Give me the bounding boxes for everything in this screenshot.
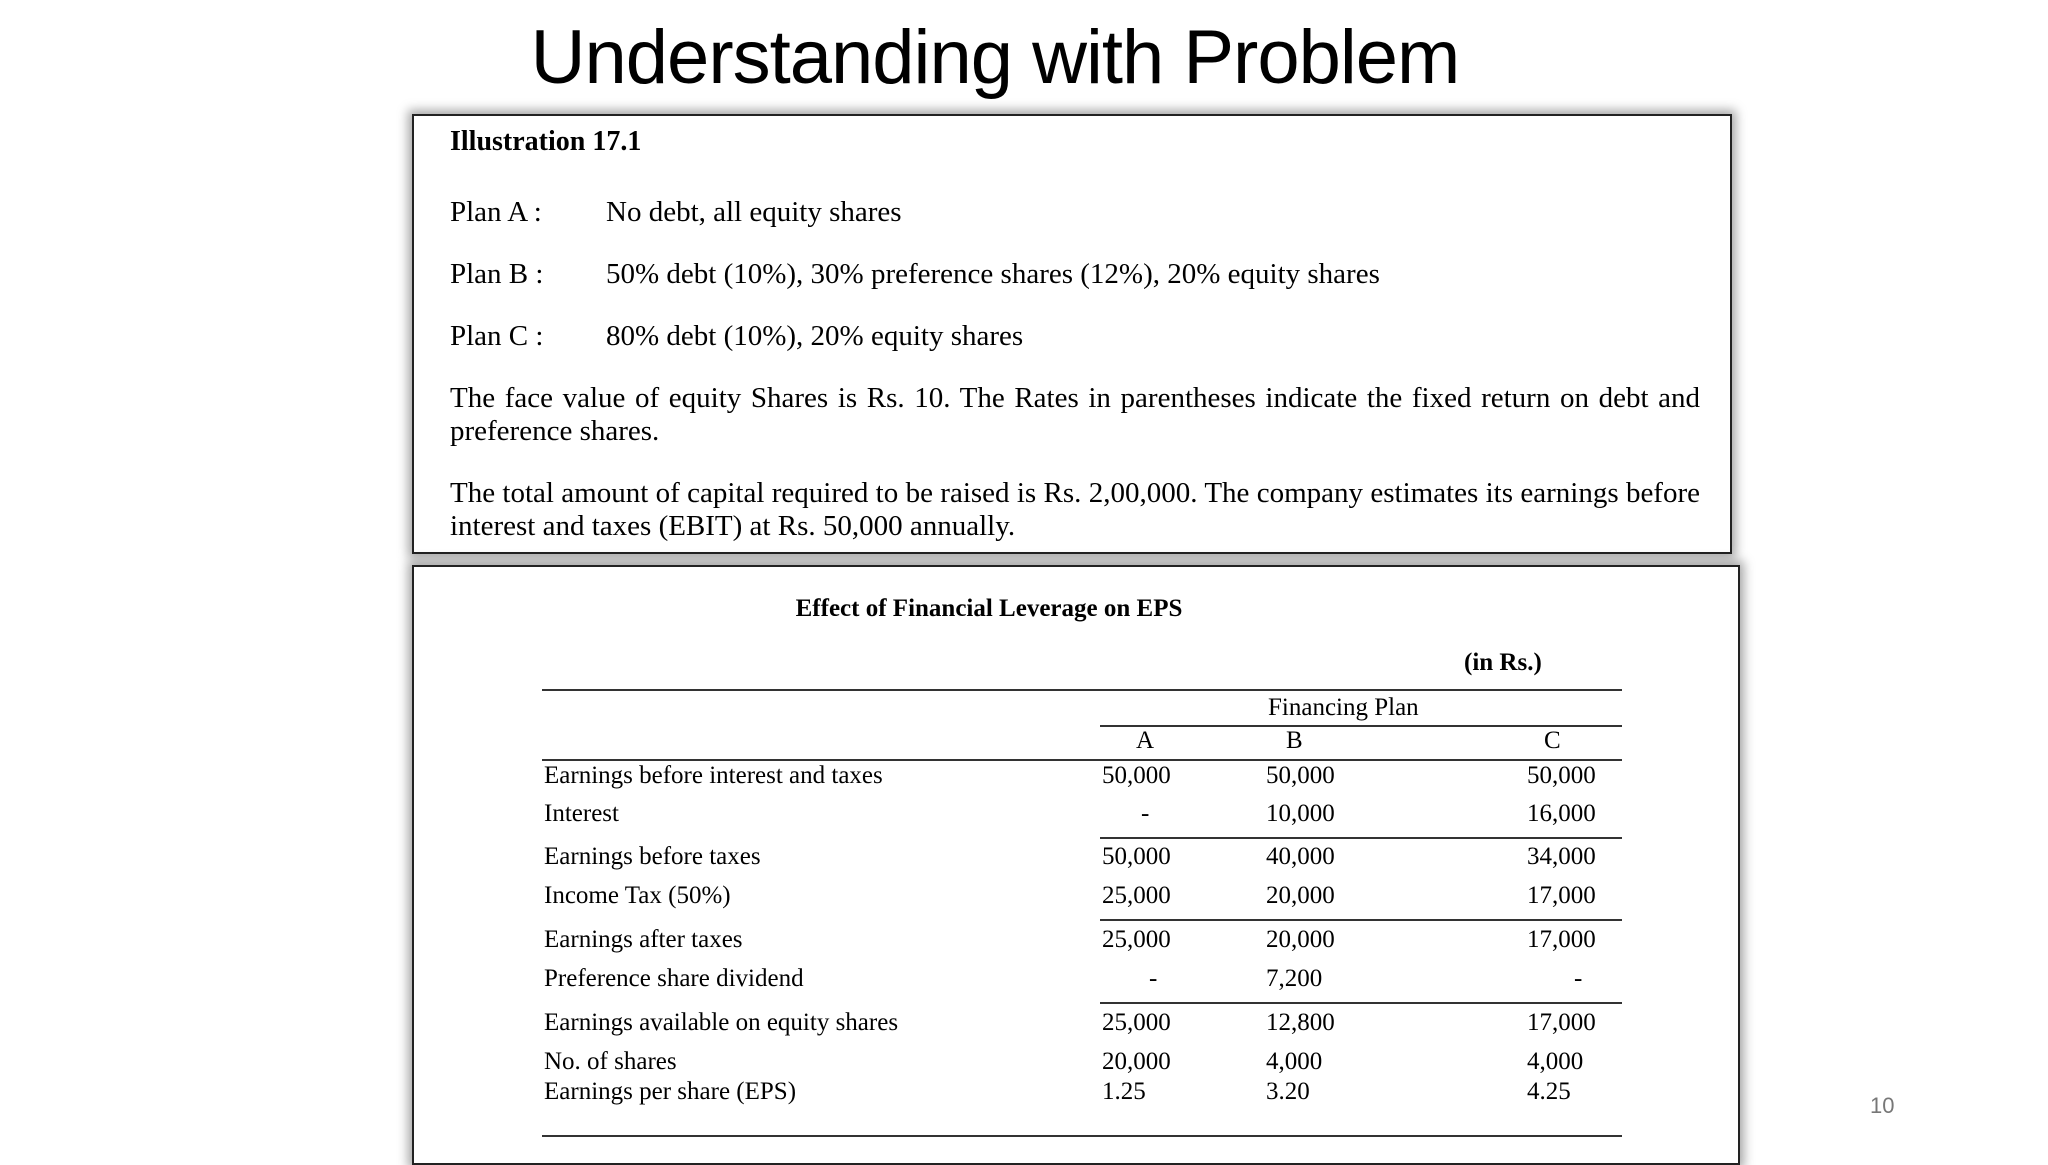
page-number: 10 [1870, 1093, 1895, 1118]
group-header: Financing Plan [1268, 694, 1419, 721]
value-b: 4,000 [1266, 1048, 1323, 1075]
illustration-panel [412, 114, 1732, 554]
value-a: 25,000 [1102, 1009, 1171, 1036]
column-header-c: C [1544, 727, 1561, 754]
value-c: 17,000 [1527, 882, 1596, 909]
value-b: 20,000 [1266, 882, 1335, 909]
row-label: Earnings before interest and taxes [544, 762, 883, 789]
row-label: Earnings per share (EPS) [544, 1078, 797, 1105]
row-label: Earnings after taxes [544, 926, 743, 953]
row-label: Income Tax (50%) [544, 882, 731, 909]
plan-key: Plan A : [450, 196, 542, 228]
value-a: 50,000 [1102, 762, 1171, 789]
plan-key: Plan C : [450, 320, 544, 352]
plan-b-row [450, 258, 1380, 291]
value-a: 25,000 [1102, 882, 1171, 909]
value-b: 10,000 [1266, 800, 1335, 827]
value-a: 50,000 [1102, 843, 1171, 870]
value-c: 17,000 [1527, 1009, 1596, 1036]
value-b: 50,000 [1266, 762, 1335, 789]
row-label: No. of shares [544, 1048, 677, 1075]
subtotal-rule [1100, 837, 1622, 839]
value-b: 20,000 [1266, 926, 1335, 953]
value-b: 12,800 [1266, 1009, 1335, 1036]
value-a: 20,000 [1102, 1048, 1171, 1075]
row-label: Preference share dividend [544, 965, 804, 992]
face-value-paragraph: The face value of equity Shares is Rs. 10. The Rates in parentheses indicate the fixed return on debt and preference shares. [450, 382, 1700, 447]
illustration-title: Illustration 17.1 [450, 126, 642, 157]
value-c: 16,000 [1527, 800, 1596, 827]
plan-description: 50% debt (10%), 30% preference shares (12%), 20% equity shares [606, 258, 1380, 290]
value-c: 34,000 [1527, 843, 1596, 870]
slide-title: Understanding with Problem [530, 15, 1460, 100]
plan-a-row [450, 196, 902, 229]
value-c: 4.25 [1527, 1078, 1571, 1105]
value-a: 25,000 [1102, 926, 1171, 953]
column-header-b: B [1286, 727, 1303, 754]
plan-c-row [450, 320, 1023, 353]
eps-table-panel [412, 565, 1740, 1165]
value-c: - [1574, 965, 1583, 992]
value-b: 3.20 [1266, 1078, 1310, 1105]
value-c: 4,000 [1527, 1048, 1584, 1075]
plan-key: Plan B : [450, 258, 544, 290]
value-a: - [1141, 800, 1150, 827]
column-header-a: A [1136, 727, 1155, 754]
header-rule [542, 759, 1622, 761]
value-a: - [1149, 965, 1158, 992]
row-label: Earnings before taxes [544, 843, 761, 870]
table-bottom-rule [542, 1135, 1622, 1137]
value-b: 7,200 [1266, 965, 1323, 992]
value-c: 50,000 [1527, 762, 1596, 789]
plan-description: 80% debt (10%), 20% equity shares [606, 320, 1024, 352]
table-top-rule [542, 689, 1622, 691]
value-b: 40,000 [1266, 843, 1335, 870]
subtotal-rule [1100, 1002, 1622, 1004]
value-a: 1.25 [1102, 1078, 1146, 1105]
unit-label: (in Rs.) [1464, 649, 1542, 676]
row-label: Earnings available on equity shares [544, 1009, 899, 1036]
capital-paragraph: The total amount of capital required to be raised is Rs. 2,00,000. The company estimates its earnings before interest and taxes (EBIT) at Rs. 50,000 annually. [450, 477, 1700, 542]
subtotal-rule [1100, 919, 1622, 921]
table-title: Effect of Financial Leverage on EPS [795, 595, 1183, 622]
value-c: 17,000 [1527, 926, 1596, 953]
plan-description: No debt, all equity shares [606, 196, 902, 228]
row-label: Interest [544, 800, 619, 827]
